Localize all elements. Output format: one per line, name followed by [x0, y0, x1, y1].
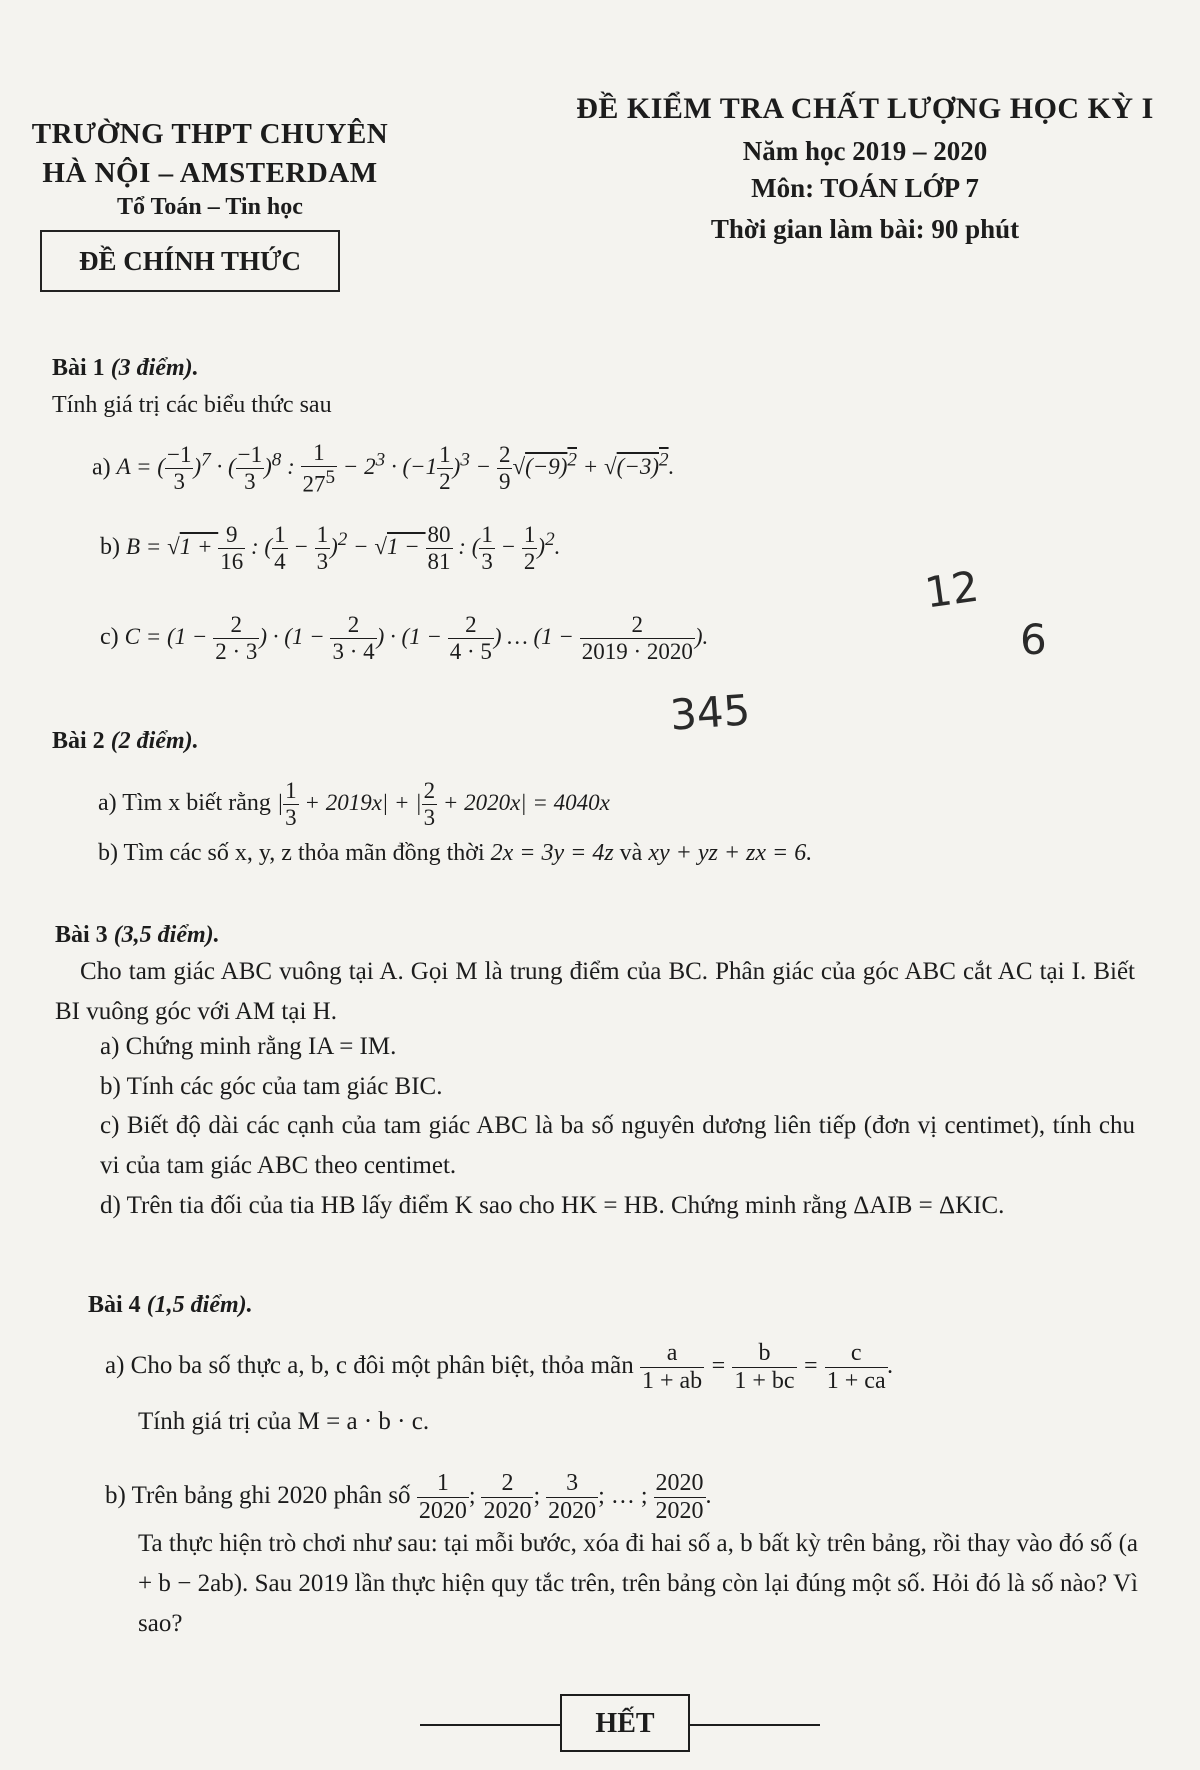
school-year: Năm học 2019 – 2020 — [742, 136, 988, 166]
bai4-a-equation: $\frac{a}{1 + ab}$ = $\frac{b}{1 + bc}$ = $\frac{c}{1 + ca}$ . — [641, 1340, 894, 1394]
bai1-c-label: c) — [100, 624, 119, 651]
bai1-heading — [52, 355, 199, 382]
expression-c: C = (1 − $\frac{2}{2 \cdot 3}$ ) · (1 − $\frac{2}{3 \cdot 4}$ ) · (1 − $\frac{2}{4 \cdot 5}$ ) … (1 − $\frac{2}{2019 \cdot 2020}$ ). — [124, 612, 709, 664]
bai4-b-rest: Ta thực hiện trò chơi như sau: tại mỗi bước, xóa đi hai số a, b bất kỳ trên bảng, rồi thay vào đó số (a + b − 2ab). Sau 2019 lần thực hiện quy tắc trên, trên bảng còn lại đúng một số. Hỏi đó là số nào? Vì sao? — [138, 1530, 1138, 1637]
bai4-b-text: b) Trên bảng ghi 2020 phân số — [105, 1482, 411, 1510]
bai3-b: b) Tính các góc của tam giác BIC. — [100, 1073, 443, 1100]
bai3-points: (3,5 điểm). — [113, 922, 220, 948]
department: Tổ Toán – Tin học — [117, 194, 303, 220]
bai1-a — [92, 440, 674, 498]
bai2-b-text: b) Tìm các số x, y, z thỏa mãn đồng thời — [98, 840, 485, 866]
bai2-b-eq2: xy + yz + zx = 6. — [648, 840, 813, 866]
bai4-a-text: a) Cho ba số thực a, b, c đôi một phân biệt, thỏa mãn — [105, 1352, 634, 1380]
bai2-points: (2 điểm). — [110, 728, 199, 754]
expression-b: B = √1 + $\frac{9}{16}$ : ( $\frac{1}{4}$ − $\frac{1}{3}$ )$^2$ − √1 − $\frac{80}{81}$ : ( $\frac{1}{3}$ − $\frac{1}{2}$ )$^2$. — [126, 522, 561, 574]
bai1-title: Bài 1 — [52, 355, 105, 381]
bai3-a: a) Chứng minh rằng IA = IM. — [100, 1033, 397, 1060]
bai2-a-text: a) Tìm x biết rằng — [98, 790, 271, 817]
bai1-b-label: b) — [100, 534, 120, 561]
bai4-points: (1,5 điểm). — [146, 1292, 253, 1318]
bai2-heading — [52, 728, 199, 755]
bai2-title: Bài 2 — [52, 728, 105, 754]
exam-info — [520, 92, 1200, 245]
end-line-right — [690, 1724, 820, 1726]
duration: Thời gian làm bài: 90 phút — [710, 214, 1020, 244]
bai1-intro: Tính giá trị các biểu thức sau — [52, 392, 332, 418]
end-line-left — [420, 1724, 560, 1726]
subject: Môn: TOÁN LỚP 7 — [751, 173, 979, 203]
exam-title: ĐỀ KIỂM TRA CHẤT LƯỢNG HỌC KỲ I — [576, 92, 1154, 125]
bai3-heading — [55, 922, 220, 949]
bai2-a-rhs: = 4040x — [532, 789, 610, 815]
end-label: HẾT — [560, 1694, 690, 1752]
bai1-c — [100, 612, 708, 665]
school-name-line2: HÀ NỘI – AMSTERDAM — [42, 157, 378, 189]
bai3-d: d) Trên tia đối của tia HB lấy điểm K sao cho HK = HB. Chứng minh rằng ΔAIB = ΔKIC. — [100, 1192, 1005, 1219]
bai2-a — [98, 778, 610, 831]
bai4-a-question: Tính giá trị của M = a · b · c. — [138, 1408, 430, 1435]
expression-a: A = ( $\frac{-1}{3}$ )$^7$ · ( $\frac{-1}{3}$ )$^8$ : $\frac{1}{27^5}$ − $2^3 \cdot (-1$ $\frac{1}{2}$ )$^3$ − $\frac{2}{9}$ $√(-9)^2 + √(-3)^2$. — [116, 440, 675, 497]
bai4-b-fractions: $\frac{1}{2020}$ ; $\frac{2}{2020}$ ; $\frac{3}{2020}$ ; … ; $\frac{2020}{2020}$ . — [418, 1470, 712, 1524]
handwritten-note-3: 345 — [668, 685, 752, 740]
official-label: ĐỀ CHÍNH THỨC — [40, 230, 340, 292]
bai4-heading — [88, 1292, 253, 1319]
bai1-points: (3 điểm). — [110, 355, 199, 381]
bai2-a-equation: | $\frac{1}{3}$ + 2019x| + | $\frac{2}{3}$ + 2020x| = 4040x — [276, 778, 610, 830]
bai4-b — [105, 1470, 712, 1525]
end-marker — [420, 1690, 820, 1760]
bai1-b — [100, 522, 560, 575]
bai1-a-label: a) — [92, 454, 111, 481]
bai4-a — [105, 1340, 894, 1395]
bai2-b — [98, 840, 812, 867]
bai3-intro: Cho tam giác ABC vuông tại A. Gọi M là trung điểm của BC. Phân giác của góc ABC cắt AC tại I. Biết BI vuông góc với AM tại H. — [55, 958, 1135, 1025]
bai3-title: Bài 3 — [55, 922, 108, 948]
handwritten-note-2: 6 — [1020, 615, 1047, 664]
handwritten-note-1: 12 — [921, 561, 982, 618]
school-name-line1: TRƯỜNG THPT CHUYÊN — [31, 118, 389, 150]
bai3-c: c) Biết độ dài các cạnh của tam giác ABC là ba số nguyên dương liên tiếp (đơn vị centimet), tính chu vi của tam giác ABC theo centimet. — [100, 1112, 1135, 1179]
bai2-b-eq1: 2x = 3y = 4z — [490, 840, 614, 866]
bai4-title: Bài 4 — [88, 1292, 141, 1318]
school-block — [10, 118, 410, 221]
bai2-b-and: và — [619, 840, 643, 866]
